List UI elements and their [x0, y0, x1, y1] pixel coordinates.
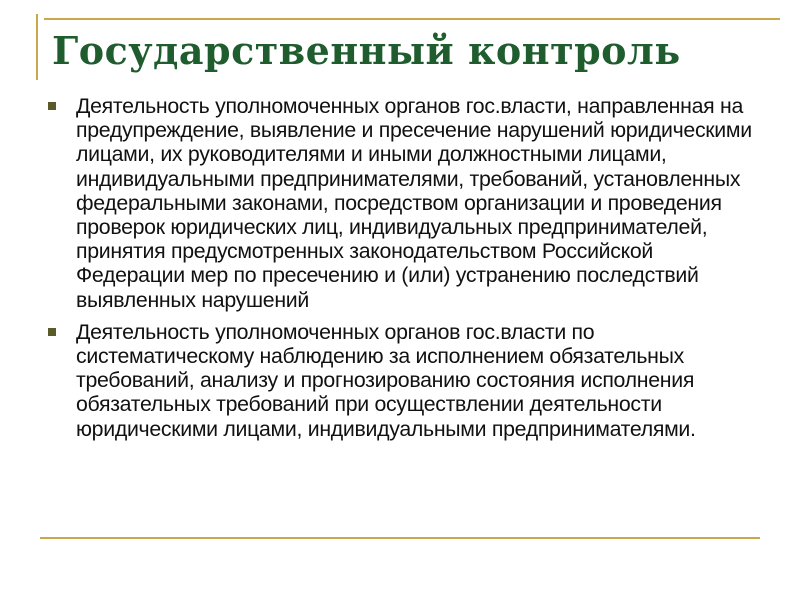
bullet-text: Деятельность уполномоченных органов гос.власти, направленная на предупреждение, выявление и пресечение нарушений юридическими лицами, их руководителями и иными должностными лицами, индивидуальными предпринимателями, требований, установленных федеральными законами, посредством организации и проведения проверок юридических лиц, индивидуальных предпринимателей, принятия предусмотренных законодательством Российской Федерации мер по пресечению и (или) устранению последствий выявленных нарушений — [76, 94, 752, 312]
square-bullet-icon — [48, 328, 56, 336]
top-divider-line — [44, 18, 780, 20]
bullet-list — [48, 94, 753, 449]
square-bullet-icon — [48, 102, 56, 110]
bottom-divider-line — [40, 537, 760, 539]
left-accent-line — [36, 14, 38, 80]
slide-title: Государственный контроль — [52, 28, 681, 73]
bullet-item-monitoring-definition — [48, 320, 753, 441]
bullet-item-control-definition — [48, 94, 753, 312]
bullet-text: Деятельность уполномоченных органов гос.власти по систематическому наблюдению за исполнением обязательных требований, анализу и прогнозированию состояния исполнения обязательных требований при осуществлении деятельности юридическими лицами, индивидуальными предпринимателями. — [76, 319, 696, 441]
